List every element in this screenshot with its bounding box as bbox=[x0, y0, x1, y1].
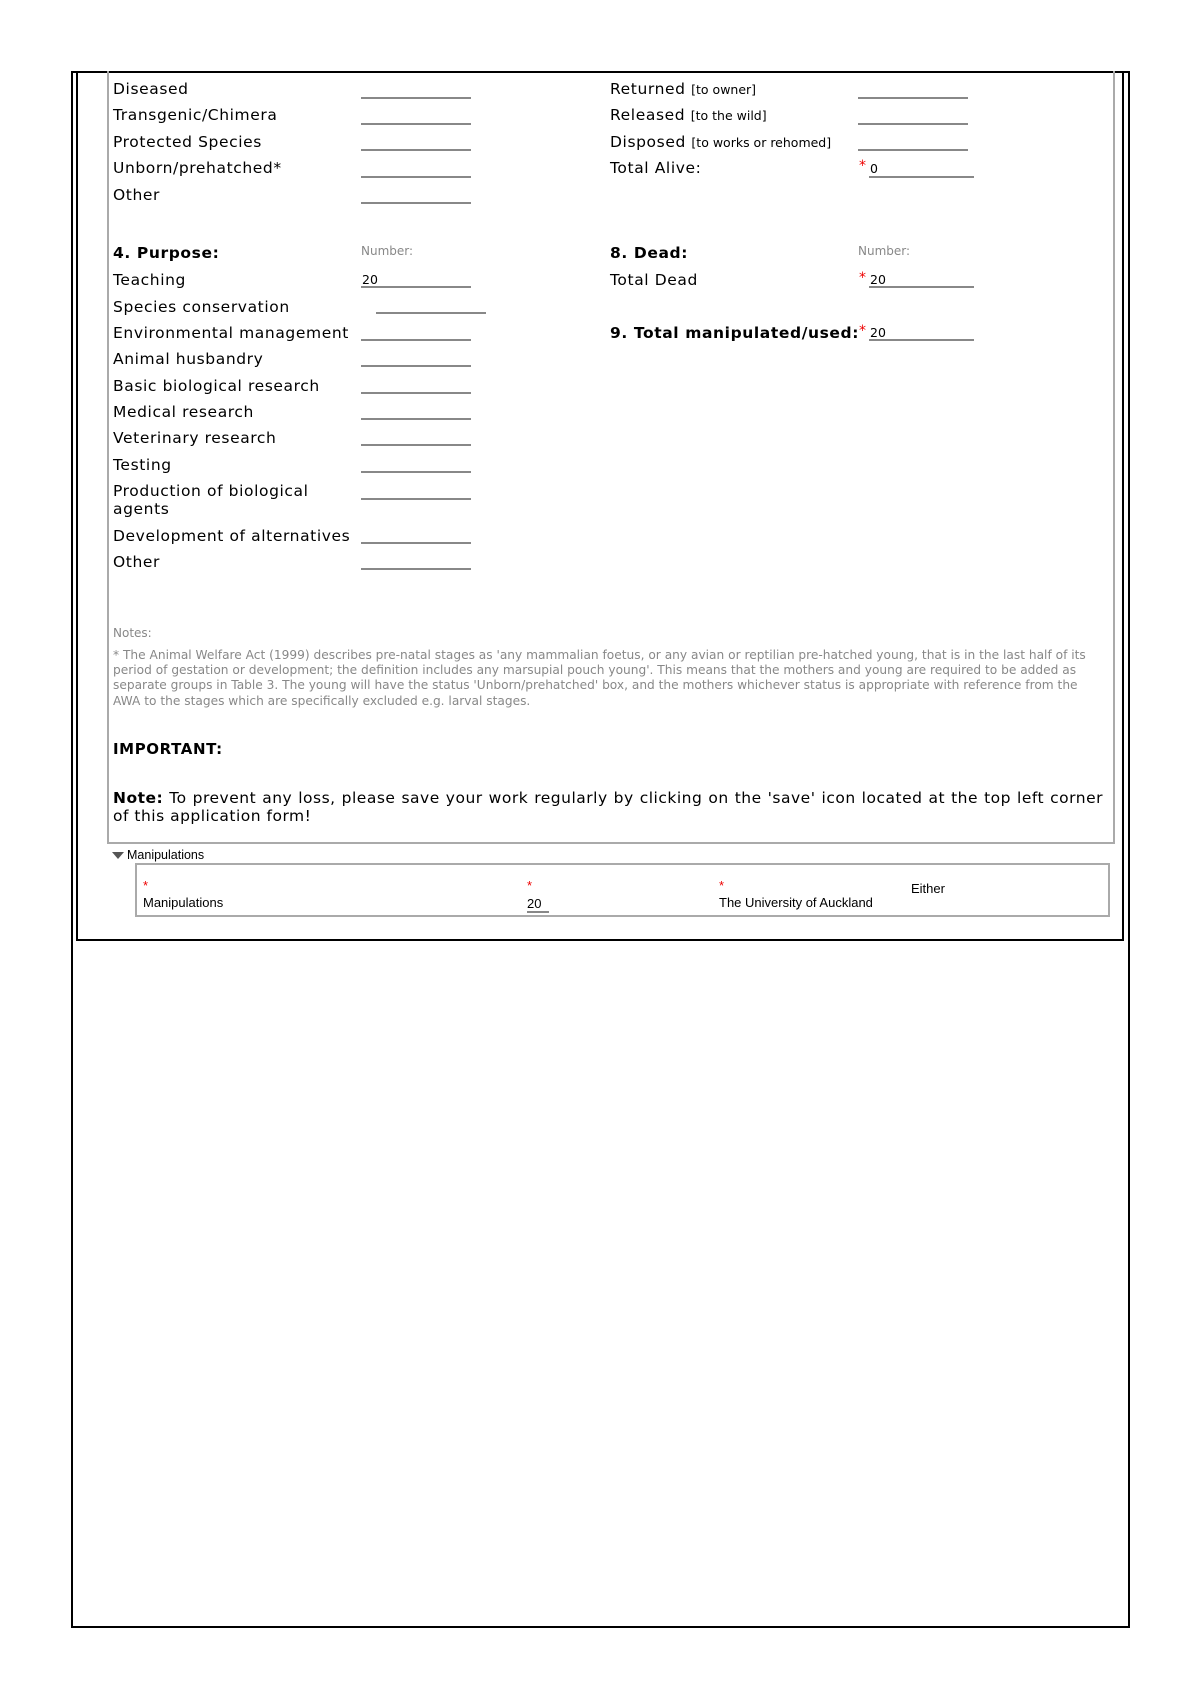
purpose-input[interactable] bbox=[361, 568, 471, 570]
disposed-label: Disposed [to works or rehomed] bbox=[610, 133, 832, 151]
purpose-label: Production of biological agents bbox=[113, 482, 309, 518]
status-label: Diseased bbox=[113, 80, 189, 98]
status-label: Unborn/prehatched* bbox=[113, 159, 282, 177]
manipulation-institution: The University of Auckland bbox=[719, 895, 873, 910]
status-input[interactable] bbox=[361, 176, 471, 178]
total-dead-label: Total Dead bbox=[610, 271, 698, 289]
manipulations-table bbox=[135, 863, 1110, 917]
total-alive-label: Total Alive: bbox=[610, 159, 702, 177]
purpose-input[interactable] bbox=[376, 312, 486, 314]
status-input[interactable] bbox=[361, 97, 471, 99]
required-mark: * bbox=[859, 270, 866, 286]
number-label: Number: bbox=[361, 244, 414, 258]
dead-heading: 8. Dead: bbox=[610, 244, 689, 262]
purpose-input[interactable] bbox=[361, 365, 471, 367]
purpose-label: Environmental management bbox=[113, 324, 349, 342]
manipulation-count[interactable]: 20 bbox=[527, 896, 549, 913]
purpose-label: Development of alternatives bbox=[113, 527, 351, 545]
total-used-value: 20 bbox=[870, 325, 886, 340]
required-mark: * bbox=[143, 878, 149, 893]
purpose-input[interactable] bbox=[361, 542, 471, 544]
important-heading: IMPORTANT: bbox=[113, 740, 223, 758]
manipulations-toggle[interactable]: Manipulations bbox=[112, 848, 204, 862]
status-label: Transgenic/Chimera bbox=[113, 106, 278, 124]
status-input[interactable] bbox=[361, 123, 471, 125]
total-alive-value: 0 bbox=[870, 161, 878, 176]
purpose-label: Basic biological research bbox=[113, 377, 320, 395]
purpose-label: Other bbox=[113, 553, 161, 571]
purpose-label: Veterinary research bbox=[113, 429, 277, 447]
purpose-input[interactable] bbox=[361, 444, 471, 446]
total-dead-input[interactable] bbox=[869, 286, 974, 288]
purpose-label: Species conservation bbox=[113, 298, 290, 316]
released-input[interactable] bbox=[858, 123, 968, 125]
required-mark: * bbox=[719, 878, 725, 893]
required-mark: * bbox=[859, 158, 866, 174]
triangle-down-icon bbox=[112, 852, 124, 859]
purpose-label: Medical research bbox=[113, 403, 254, 421]
total-used-input[interactable] bbox=[869, 339, 974, 341]
manipulation-name: Manipulations bbox=[143, 895, 224, 910]
table-section bbox=[107, 71, 1115, 844]
purpose-label: Teaching bbox=[113, 271, 186, 289]
purpose-label: Testing bbox=[113, 456, 172, 474]
status-input[interactable] bbox=[361, 202, 471, 204]
total-dead-value: 20 bbox=[870, 272, 886, 287]
status-label: Protected Species bbox=[113, 133, 262, 151]
required-mark: * bbox=[859, 323, 866, 339]
released-label: Released [to the wild] bbox=[610, 106, 767, 124]
manipulation-either: Either bbox=[911, 881, 945, 896]
purpose-input[interactable] bbox=[361, 392, 471, 394]
required-mark: * bbox=[527, 878, 533, 893]
purpose-input[interactable] bbox=[361, 418, 471, 420]
status-input[interactable] bbox=[361, 149, 471, 151]
returned-input[interactable] bbox=[858, 97, 968, 99]
number-label: Number: bbox=[858, 244, 911, 258]
purpose-input[interactable] bbox=[361, 498, 471, 500]
purpose-label: Animal husbandry bbox=[113, 350, 264, 368]
notes-text: * The Animal Welfare Act (1999) describes pre-natal stages as 'any mammalian foetus, or any avian or reptilian pre-hatched young, that is in the last half of its period of gestation or development; the definition includes any marsupial pouch young'. This means that the mothers and young are required to be added as separate groups in Table 3. The young will have the status 'Unborn/prehatched' box, and the mothers whichever status is appropriate with reference from the AWA to the stages which are specifically excluded e.g. larval stages. bbox=[113, 648, 1086, 708]
purpose-input[interactable] bbox=[361, 339, 471, 341]
purpose-value: 20 bbox=[362, 272, 378, 287]
purpose-input[interactable] bbox=[361, 471, 471, 473]
status-label: Other bbox=[113, 186, 161, 204]
purpose-heading: 4. Purpose: bbox=[113, 244, 220, 262]
purpose-input[interactable] bbox=[361, 286, 471, 288]
total-alive-input[interactable] bbox=[869, 176, 974, 178]
disposed-input[interactable] bbox=[858, 149, 968, 151]
total-used-label: 9. Total manipulated/used: bbox=[610, 324, 860, 342]
returned-label: Returned [to owner] bbox=[610, 80, 757, 98]
notes-label: Notes: bbox=[113, 626, 152, 640]
save-note: Note: To prevent any loss, please save your work regularly by clicking on the 'save' icon located at the top left corner of this application form! bbox=[113, 789, 1103, 825]
